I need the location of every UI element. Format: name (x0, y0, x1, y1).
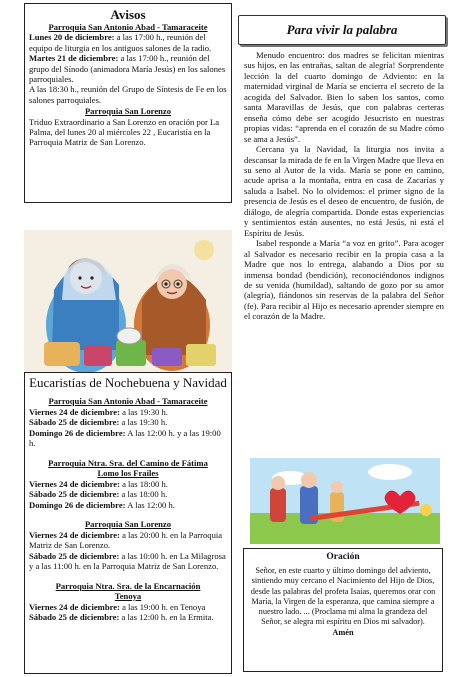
avisos-box (24, 3, 232, 203)
eucaristias-title: Eucaristías de Nochebuena y Navidad (29, 375, 227, 390)
oracion-box (243, 548, 443, 672)
amen-text: Amén (332, 627, 354, 637)
date-label: Martes 21 de diciembre: (29, 53, 119, 64)
day-label: Viernes 24 de diciembre: (29, 601, 120, 612)
children-image (250, 458, 440, 544)
parroquia-heading: Parroquia San Lorenzo (84, 519, 172, 529)
day-label: Sábado 25 de diciembre: (29, 550, 120, 561)
day-label: Viernes 24 de diciembre: (29, 406, 120, 417)
mass-time: A las 12:00 h. (125, 499, 175, 510)
paragraph: Menudo encuentro: dos madres se felicitan mientras sus hijos, en las entrañas, saltan de alegría! Sorprendente lección la del cuarto domingo de Adviento: en la maternidad virginal de María se encierra el secreto de la acogida del Salvador. Bien lo saben los santos, como santa Maravillas de Jesús, que con palabras certeras enseña cómo debe ser acogido Jesucristo en nuestras propias vidas: “aprenda en el corazón de su Madre cómo se ama a Jesús”. (244, 50, 444, 144)
notice-text: Triduo Extraordinario a San Lorenzo en oración por La Palma, del lunes 20 al miércoles 22 , Eucaristía en la Parroquia Matriz de San Lorenzo. (29, 116, 220, 148)
palabra-title: Para vivir la palabra (286, 22, 398, 37)
parroquia-heading: Parroquia San Lorenzo (84, 106, 172, 117)
mass-time: a las 19:30 h. (119, 417, 168, 427)
paragraph: Isabel responde a María “a voz en grito”. Para acoger al Salvador es necesario recibir en la propia casa a la Madre que nos lo entrega, alabando a Dios por su inmensa bondad (bendición), reconociéndonos indignos de su venida (humildad), saltando de gozo por su amor (alegría), fiándonos sin reservas de la palabra del Señor (fe). Para recibir al Hijo es necesario aprender siempre en el corazón de la Madre. (244, 238, 444, 322)
children-crossing-illustration (250, 458, 440, 544)
mass-time: A las 12:00 h. y a las 19:00 h. (29, 427, 221, 448)
notice-text: a las 17:00 h., reunión del equipo de liturgia en los antiguos salones de la radio. (29, 32, 212, 53)
day-label: Sábado 25 de diciembre: (29, 489, 120, 499)
parroquia-heading: Parroquia Ntra. Sra. del Camino de Fátima (48, 457, 208, 468)
visitation-illustration (24, 230, 232, 372)
day-label: Viernes 24 de diciembre: (29, 478, 120, 489)
visitation-image (24, 230, 232, 372)
parroquia-heading: Parroquia Ntra. Sra. de la Encarnación (55, 580, 201, 591)
eucaristias-box (24, 372, 232, 674)
mass-time: a las 20:00 h. en la Parroquia Matriz de San Lorenzo. (29, 529, 223, 550)
day-label: Sábado 25 de diciembre: (29, 612, 120, 622)
parroquia-subheading: Tenoya (114, 591, 142, 601)
mass-time: a las 19:30 h. (119, 406, 168, 417)
avisos-title: Avisos (110, 7, 146, 22)
parroquia-heading: Parroquia San Antonio Abad - Tamaraceite (48, 396, 208, 406)
day-label: Sábado 25 de diciembre: (29, 417, 120, 427)
parroquia-heading: Parroquia San Antonio Abad - Tamaraceite (48, 22, 208, 32)
oracion-title: Oración (326, 552, 360, 562)
date-label: Lunes 20 de diciembre: (29, 32, 115, 43)
mass-time: a las 10:00 h. en La Milagrosa y a las 11:00 h. en la Parroquia Matriz de San Lorenzo. (29, 550, 226, 571)
oracion-text: Señor, en este cuarto y último domingo del adviento, sintiendo muy cercano el Nacimiento del Hijo de Dios, desde las palabras del profeta Isaías, queremos orar con María, la Virgen de la esperanza, que camina siempre a nuestro lado. ... (Proclama mi alma la grandeza del Señor, se alegra mi espíritu en Dios mi salvador). (250, 566, 436, 627)
day-label: Domingo 26 de diciembre: (29, 427, 126, 438)
mass-time: a las 12:00 h. en la Ermita. (119, 612, 214, 622)
parroquia-subheading: Lomo los Frailes (97, 468, 159, 478)
day-label: Viernes 24 de diciembre: (29, 529, 120, 540)
paragraph: Cercana ya la Navidad, la liturgia nos invita a descansar la mirada de fe en la Virgen Madre que lleva en su seno al Autor de la vida. María se pone en camino, acude aprisa a la montaña, entra en casa de Zacarías y saluda a Isabel. No lo olvidemos: el primer signo de la presencia de Jesús es el deseo de encuentro, de fusión, de diálogo, de alegría compartida. Donde estas experiencias y sentimientos están ausentes, no está Jesús, ni está el Espíritu de Jesús. (244, 144, 444, 238)
day-label: Domingo 26 de diciembre: (29, 499, 126, 510)
notice-text: a las 17:00 h., reunión del grupo del Sínodo (animadora María Jesús) en los salones parroquiales. (29, 53, 226, 85)
mass-time: a las 19:00 h. en Tenoya (119, 601, 206, 612)
mass-time: a las 18:00 h. (119, 489, 168, 499)
notice-text: A las 18:30 h., reunión del Grupo de Síntesis de Fe en los salones parroquiales. (29, 84, 227, 105)
mass-time: a las 18:00 h. (119, 478, 168, 489)
palabra-title-box (238, 15, 446, 45)
palabra-text (244, 50, 444, 322)
